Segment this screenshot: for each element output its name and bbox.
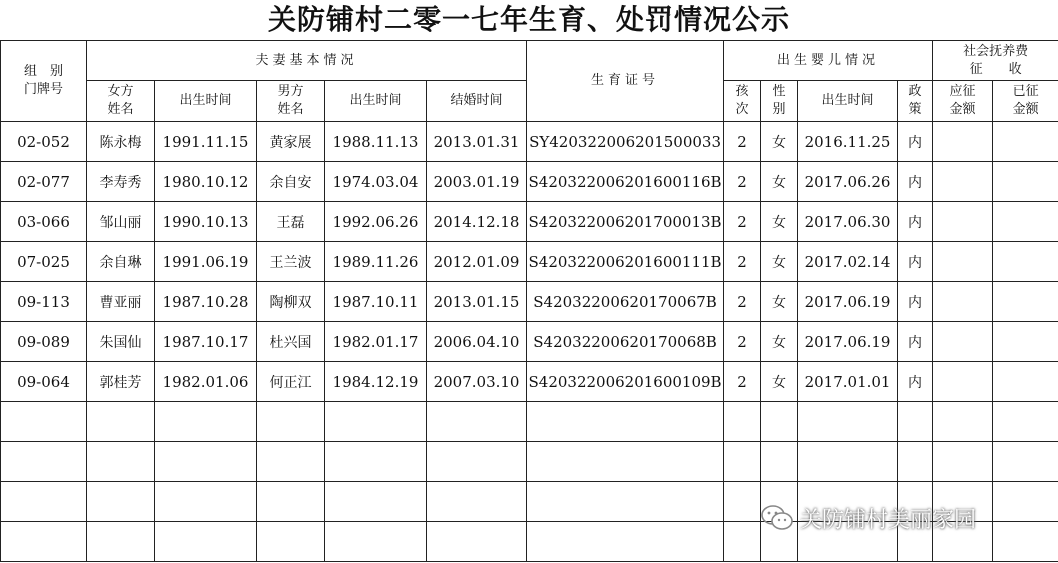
table-row — [1, 402, 1058, 442]
cell-birth-cert: SY420322006201500033 — [527, 122, 724, 162]
cell-birth-cert — [527, 402, 724, 442]
header-husband-name: 男方 姓名 — [257, 81, 325, 122]
cell-birth-order: 2 — [724, 242, 761, 282]
header-sex: 性 别 — [761, 81, 798, 122]
cell-sex — [761, 402, 798, 442]
cell-fee-due — [933, 442, 993, 482]
cell-baby-birth: 2017.06.30 — [798, 202, 898, 242]
cell-husband-name: 王磊 — [257, 202, 325, 242]
cell-birth-cert — [527, 522, 724, 562]
cell-birth-order: 2 — [724, 122, 761, 162]
header-wife-name: 女方 姓名 — [87, 81, 155, 122]
cell-birth-order — [724, 482, 761, 522]
cell-fee-paid — [993, 242, 1058, 282]
cell-birth-order — [724, 402, 761, 442]
cell-fee-paid — [993, 362, 1058, 402]
cell-husband-name — [257, 402, 325, 442]
cell-husband-birth: 1974.03.04 — [325, 162, 427, 202]
cell-marriage-date — [427, 482, 527, 522]
cell-door — [1, 402, 87, 442]
cell-husband-name: 何正江 — [257, 362, 325, 402]
cell-wife-name — [87, 442, 155, 482]
table-body — [1, 122, 1058, 562]
table-row — [1, 282, 1058, 322]
cell-door: 09-089 — [1, 322, 87, 362]
cell-fee-paid — [993, 202, 1058, 242]
cell-fee-paid — [993, 402, 1058, 442]
cell-baby-birth: 2017.01.01 — [798, 362, 898, 402]
cell-sex: 女 — [761, 362, 798, 402]
cell-fee-due — [933, 402, 993, 442]
cell-fee-due — [933, 362, 993, 402]
cell-birth-cert: S42032200620170068B — [527, 322, 724, 362]
cell-door — [1, 442, 87, 482]
cell-wife-name: 朱国仙 — [87, 322, 155, 362]
cell-husband-name — [257, 442, 325, 482]
table-row — [1, 122, 1058, 162]
cell-husband-birth: 1992.06.26 — [325, 202, 427, 242]
header-group-door: 组 别 门牌号 — [1, 41, 87, 122]
cell-husband-birth: 1988.11.13 — [325, 122, 427, 162]
cell-wife-birth: 1991.11.15 — [155, 122, 257, 162]
cell-wife-birth: 1991.06.19 — [155, 242, 257, 282]
cell-husband-name: 王兰波 — [257, 242, 325, 282]
cell-marriage-date — [427, 402, 527, 442]
header-husband-birth: 出生时间 — [325, 81, 427, 122]
header-marriage-date: 结婚时间 — [427, 81, 527, 122]
table-row — [1, 202, 1058, 242]
cell-baby-birth: 2017.06.26 — [798, 162, 898, 202]
cell-policy: 内 — [898, 322, 933, 362]
cell-birth-cert: S420322006201600109B — [527, 362, 724, 402]
cell-fee-paid — [993, 522, 1058, 562]
cell-fee-due — [933, 122, 993, 162]
cell-husband-birth: 1982.01.17 — [325, 322, 427, 362]
cell-marriage-date: 2006.04.10 — [427, 322, 527, 362]
cell-husband-name: 杜兴国 — [257, 322, 325, 362]
cell-husband-birth: 1987.10.11 — [325, 282, 427, 322]
cell-wife-name — [87, 522, 155, 562]
cell-marriage-date: 2013.01.15 — [427, 282, 527, 322]
cell-marriage-date: 2013.01.31 — [427, 122, 527, 162]
cell-sex: 女 — [761, 282, 798, 322]
header-couple-info: 夫妻基本情况 — [87, 41, 527, 81]
cell-fee-due — [933, 282, 993, 322]
cell-sex: 女 — [761, 122, 798, 162]
cell-birth-cert: S42032200620170067B — [527, 282, 724, 322]
cell-marriage-date: 2003.01.19 — [427, 162, 527, 202]
cell-wife-birth: 1987.10.28 — [155, 282, 257, 322]
cell-wife-name: 陈永梅 — [87, 122, 155, 162]
table-row — [1, 162, 1058, 202]
cell-policy — [898, 442, 933, 482]
cell-baby-birth: 2017.06.19 — [798, 282, 898, 322]
cell-baby-birth: 2017.02.14 — [798, 242, 898, 282]
cell-policy: 内 — [898, 162, 933, 202]
cell-husband-birth — [325, 482, 427, 522]
cell-birth-order: 2 — [724, 202, 761, 242]
cell-birth-order: 2 — [724, 282, 761, 322]
cell-door: 09-113 — [1, 282, 87, 322]
cell-birth-order: 2 — [724, 362, 761, 402]
cell-door — [1, 482, 87, 522]
cell-husband-name: 陶柳双 — [257, 282, 325, 322]
cell-husband-name: 余自安 — [257, 162, 325, 202]
cell-husband-birth — [325, 442, 427, 482]
cell-door: 02-077 — [1, 162, 87, 202]
watermark — [760, 500, 976, 536]
header-policy: 政 策 — [898, 81, 933, 122]
cell-fee-paid — [993, 282, 1058, 322]
cell-husband-birth — [325, 522, 427, 562]
cell-husband-name — [257, 482, 325, 522]
cell-birth-order: 2 — [724, 162, 761, 202]
cell-baby-birth — [798, 442, 898, 482]
header-fee-due: 应征 金额 — [933, 81, 993, 122]
cell-fee-paid — [993, 322, 1058, 362]
cell-fee-due — [933, 242, 993, 282]
cell-husband-birth — [325, 402, 427, 442]
cell-sex: 女 — [761, 242, 798, 282]
cell-wife-birth: 1987.10.17 — [155, 322, 257, 362]
cell-marriage-date: 2007.03.10 — [427, 362, 527, 402]
cell-husband-name: 黄家展 — [257, 122, 325, 162]
cell-policy: 内 — [898, 242, 933, 282]
birth-record-table — [0, 40, 1058, 562]
cell-husband-birth: 1989.11.26 — [325, 242, 427, 282]
cell-birth-cert — [527, 442, 724, 482]
cell-policy: 内 — [898, 362, 933, 402]
cell-marriage-date: 2014.12.18 — [427, 202, 527, 242]
cell-birth-cert: S420322006201600111B — [527, 242, 724, 282]
cell-birth-cert: S420322006201600116B — [527, 162, 724, 202]
cell-door: 07-025 — [1, 242, 87, 282]
cell-wife-birth: 1982.01.06 — [155, 362, 257, 402]
wechat-icon — [760, 504, 794, 532]
cell-wife-name: 李寿秀 — [87, 162, 155, 202]
cell-wife-name — [87, 482, 155, 522]
cell-birth-order — [724, 442, 761, 482]
cell-husband-name — [257, 522, 325, 562]
header-birth-order: 孩 次 — [724, 81, 761, 122]
cell-fee-due — [933, 202, 993, 242]
cell-baby-birth — [798, 402, 898, 442]
header-wife-birth: 出生时间 — [155, 81, 257, 122]
table-row — [1, 362, 1058, 402]
cell-birth-order: 2 — [724, 322, 761, 362]
cell-fee-paid — [993, 122, 1058, 162]
cell-wife-name: 郭桂芳 — [87, 362, 155, 402]
cell-fee-due — [933, 322, 993, 362]
cell-wife-name — [87, 402, 155, 442]
header-baby-info: 出生婴儿情况 — [724, 41, 933, 81]
header-birth-cert: 生育证号 — [527, 41, 724, 122]
cell-wife-name: 邹山丽 — [87, 202, 155, 242]
cell-fee-paid — [993, 482, 1058, 522]
cell-sex: 女 — [761, 202, 798, 242]
table-row — [1, 322, 1058, 362]
cell-wife-name: 余自琳 — [87, 242, 155, 282]
cell-birth-cert: S420322006201700013B — [527, 202, 724, 242]
cell-marriage-date — [427, 522, 527, 562]
cell-policy: 内 — [898, 202, 933, 242]
cell-door: 09-064 — [1, 362, 87, 402]
cell-policy: 内 — [898, 122, 933, 162]
cell-door: 03-066 — [1, 202, 87, 242]
header-baby-birth: 出生时间 — [798, 81, 898, 122]
table-row — [1, 442, 1058, 482]
header-fee-paid: 已征 金额 — [993, 81, 1058, 122]
cell-door — [1, 522, 87, 562]
cell-policy — [898, 402, 933, 442]
cell-fee-paid — [993, 162, 1058, 202]
cell-fee-paid — [993, 442, 1058, 482]
cell-birth-cert — [527, 482, 724, 522]
cell-wife-name: 曹亚丽 — [87, 282, 155, 322]
cell-wife-birth — [155, 482, 257, 522]
cell-husband-birth: 1984.12.19 — [325, 362, 427, 402]
cell-marriage-date: 2012.01.09 — [427, 242, 527, 282]
cell-baby-birth: 2016.11.25 — [798, 122, 898, 162]
watermark-text: 关防铺村美丽家园 — [800, 507, 977, 533]
cell-policy: 内 — [898, 282, 933, 322]
cell-baby-birth: 2017.06.19 — [798, 322, 898, 362]
cell-wife-birth: 1990.10.13 — [155, 202, 257, 242]
cell-sex — [761, 442, 798, 482]
cell-wife-birth — [155, 402, 257, 442]
header-social-fee: 社会抚养费 征 收 — [933, 41, 1058, 81]
cell-wife-birth — [155, 522, 257, 562]
page-title: 关防铺村二零一七年生育、处罚情况公示 — [267, 3, 790, 36]
cell-sex: 女 — [761, 322, 798, 362]
cell-fee-due — [933, 162, 993, 202]
cell-birth-order — [724, 522, 761, 562]
cell-marriage-date — [427, 442, 527, 482]
table-row — [1, 242, 1058, 282]
cell-wife-birth: 1980.10.12 — [155, 162, 257, 202]
cell-door: 02-052 — [1, 122, 87, 162]
cell-sex: 女 — [761, 162, 798, 202]
cell-wife-birth — [155, 442, 257, 482]
